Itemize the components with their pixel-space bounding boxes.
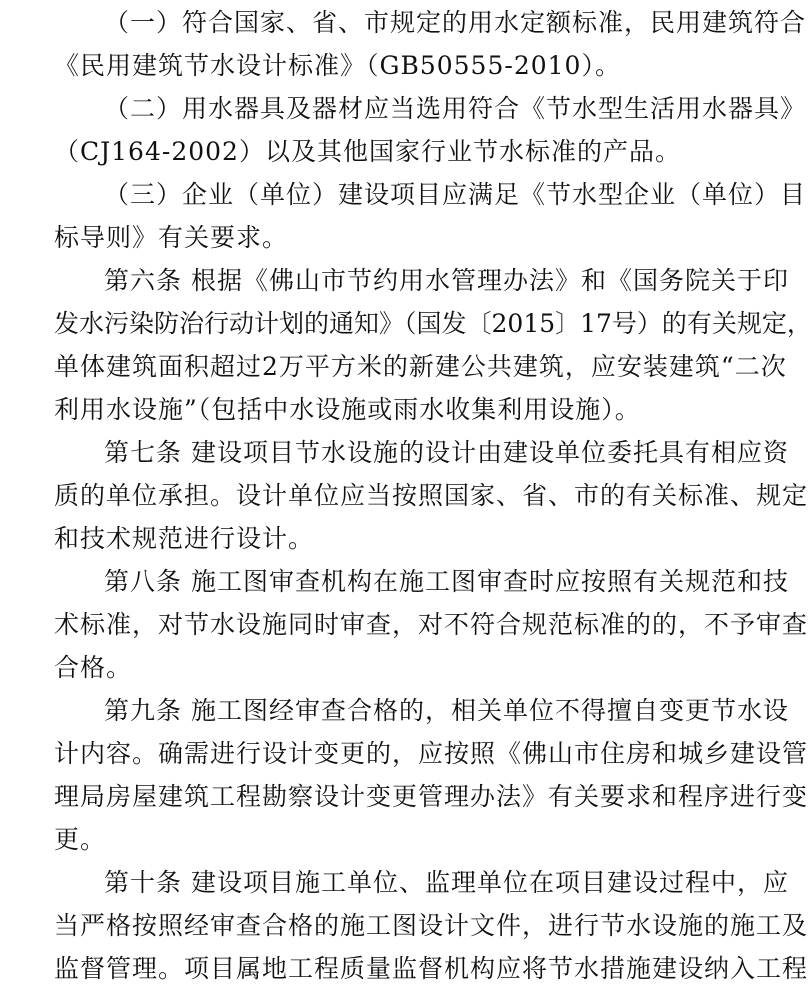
article-6 <box>54 259 812 431</box>
text-line: 发水污染防治行动计划的通知》（国发〔2015〕17号）的有关规定， <box>54 309 812 338</box>
document-body <box>54 1 812 990</box>
article-7 <box>54 431 809 560</box>
clause-item-1 <box>54 1 807 87</box>
text-line: 质的单位承担。设计单位应当按照国家、省、市的有关标准、规定 <box>54 481 809 510</box>
text-line: 标导则》有关要求。 <box>54 223 289 252</box>
text-line: （二）用水器具及器材应当选用符合《节水型生活用水器具》 <box>104 94 807 123</box>
text-line: 第十条 建设项目施工单位、监理单位在项目建设过程中，应 <box>104 868 789 897</box>
article-8 <box>54 560 809 689</box>
text-line: 计内容。确需进行设计变更的，应按照《佛山市住房和城乡建设管 <box>54 739 809 768</box>
text-line: （一）符合国家、省、市规定的用水定额标准，民用建筑符合 <box>104 8 807 37</box>
text-line: 术标准，对节水设施同时审查，对不符合规范标准的的，不予审查 <box>54 610 809 639</box>
clause-item-3 <box>54 173 807 259</box>
clause-item-2 <box>54 87 807 173</box>
text-line: 监督管理。项目属地工程质量监督机构应将节水措施建设纳入工程 <box>54 954 809 983</box>
text-line: 第八条 施工图审查机构在施工图审查时应按照有关规范和技 <box>104 567 789 596</box>
text-line: （三）企业（单位）建设项目应满足《节水型企业（单位）目 <box>104 180 807 209</box>
text-line: 单体建筑面积超过2万平方米的新建公共建筑，应安装建筑“二次 <box>54 352 787 381</box>
text-line: 第九条 施工图经审查合格的，相关单位不得擅自变更节水设 <box>104 696 789 725</box>
article-10 <box>54 861 809 990</box>
text-line: 当严格按照经审查合格的施工图设计文件，进行节水设施的施工及 <box>54 911 809 940</box>
text-line: 和技术规范进行设计。 <box>54 524 315 553</box>
text-line: 利用水设施”（包括中水设施或雨水收集利用设施）。 <box>54 395 641 424</box>
article-9 <box>54 689 809 861</box>
text-line: 理局房屋建筑工程勘察设计变更管理办法》有关要求和程序进行变 <box>54 782 809 811</box>
text-line: 第六条 根据《佛山市节约用水管理办法》和《国务院关于印 <box>104 266 789 295</box>
text-line: 第七条 建设项目节水设施的设计由建设单位委托具有相应资 <box>104 438 789 467</box>
text-line: 合格。 <box>54 653 133 682</box>
text-line: 更。 <box>54 825 107 854</box>
text-line: （CJ164-2002）以及其他国家行业节水标准的产品。 <box>54 137 681 166</box>
text-line: 《民用建筑节水设计标准》（GB50555-2010）。 <box>54 51 621 80</box>
